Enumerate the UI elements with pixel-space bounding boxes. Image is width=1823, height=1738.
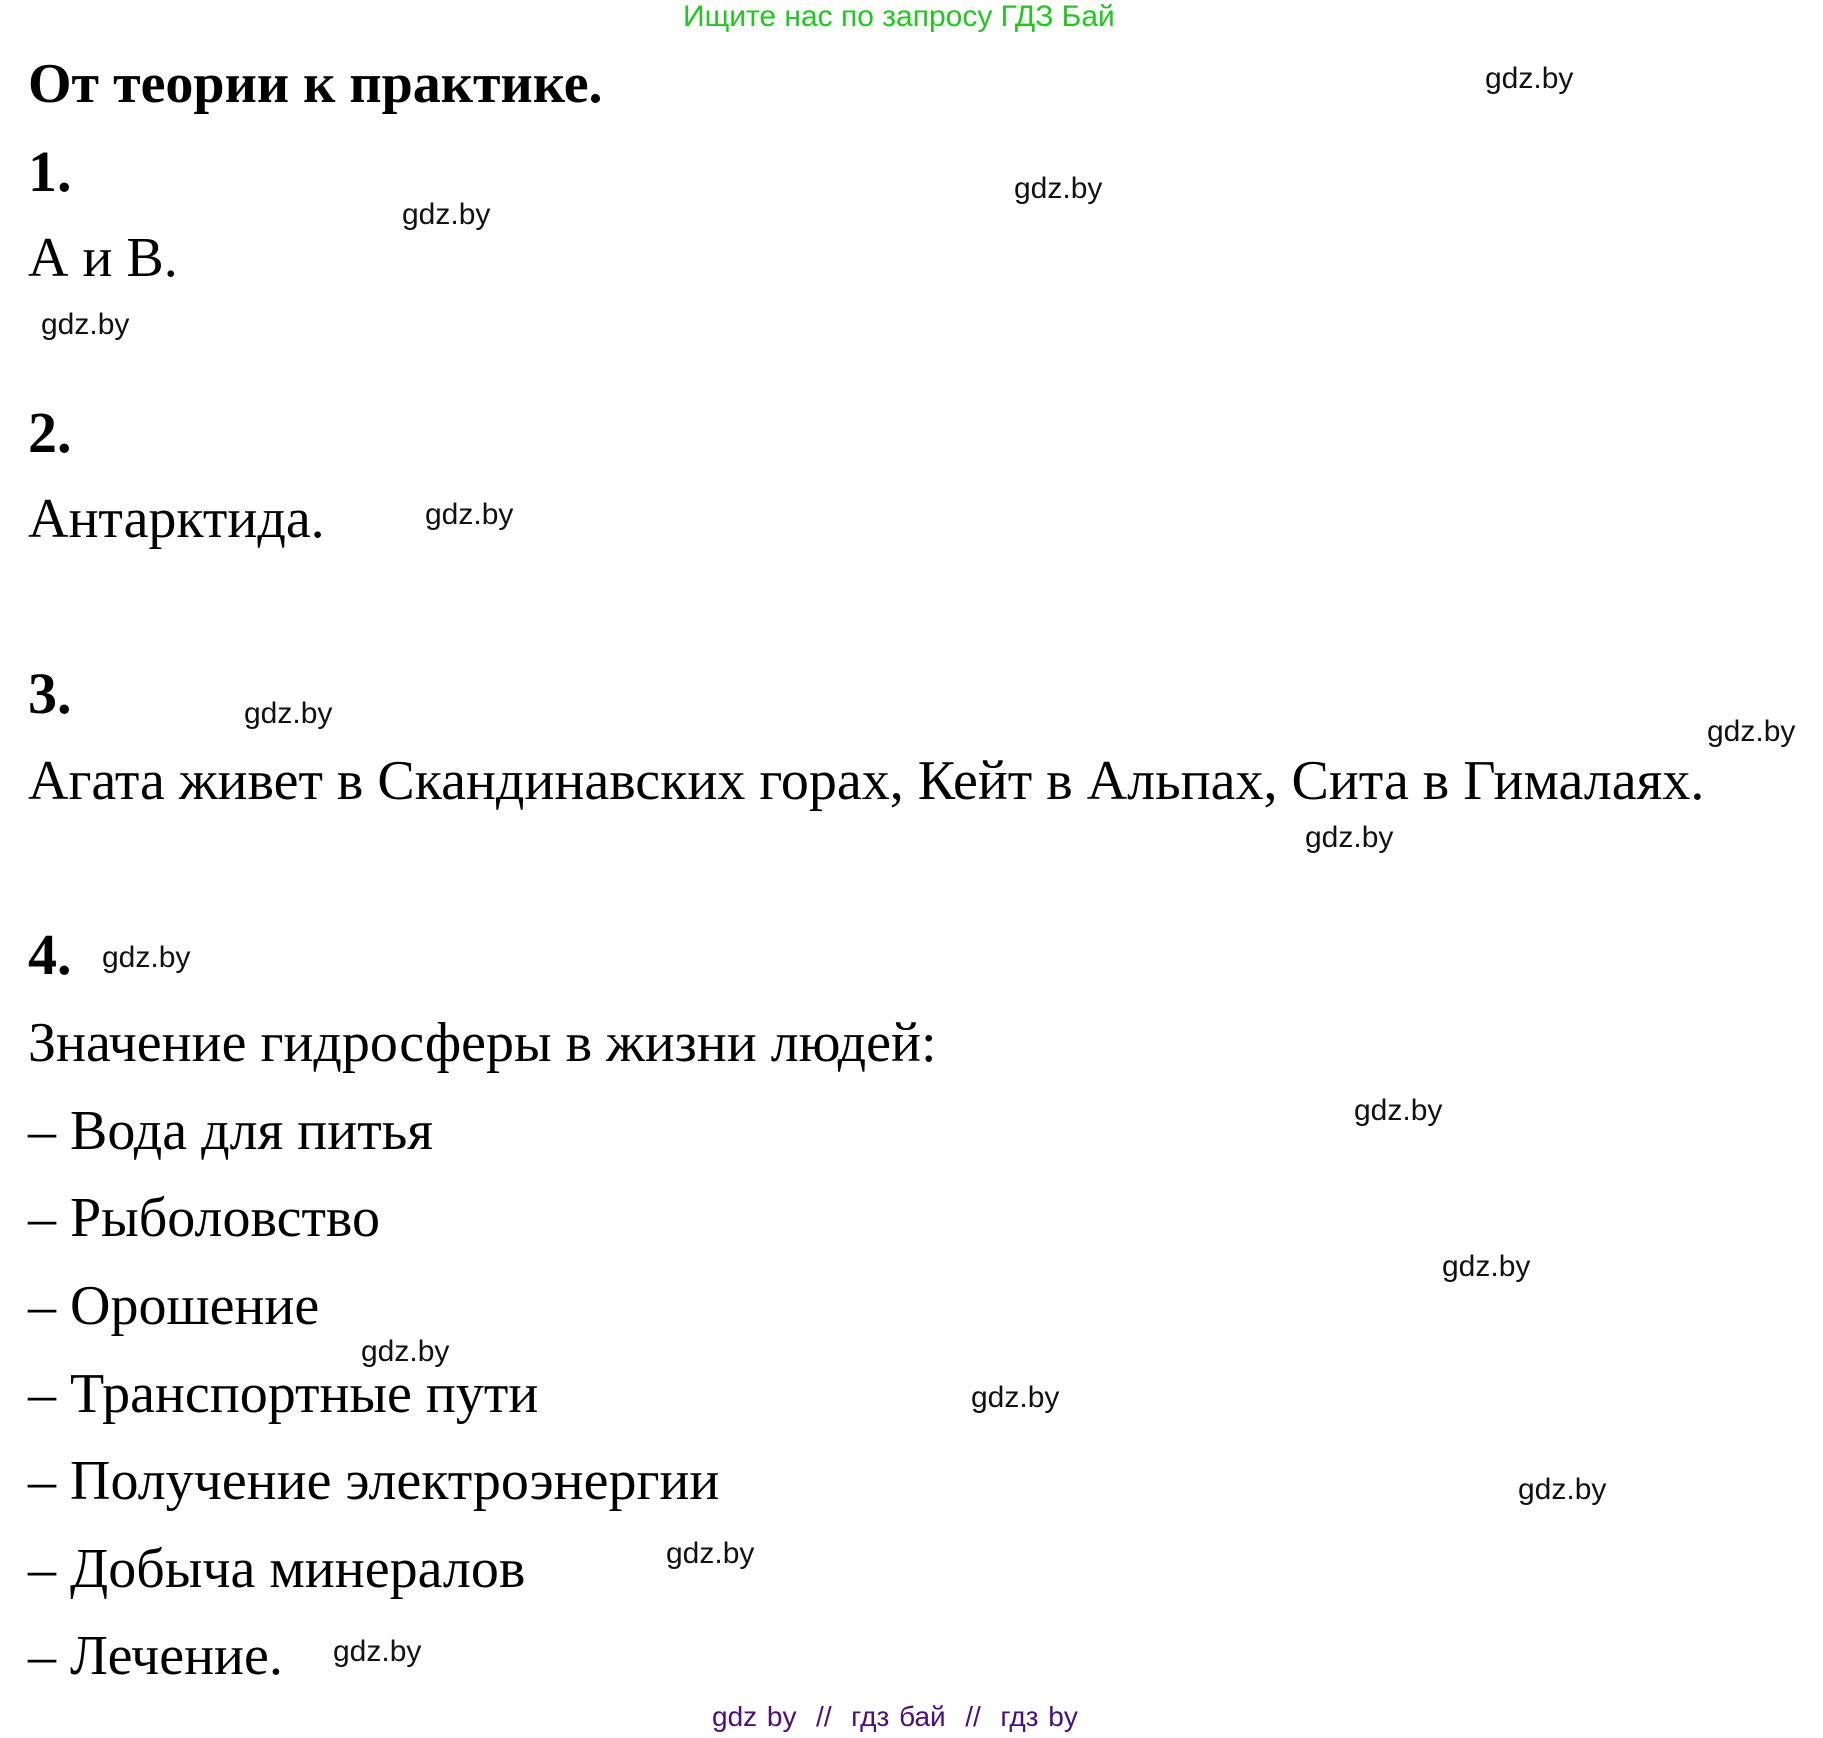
watermark: gdz.by — [361, 1335, 450, 1368]
list-item: – Орошение — [28, 1275, 320, 1337]
task-2-number: 2. — [28, 400, 72, 465]
watermark: gdz.by — [1518, 1473, 1607, 1506]
watermark: gdz.by — [1442, 1250, 1531, 1283]
task-1-answer: А и В. — [28, 227, 178, 289]
task-3-number: 3. — [28, 661, 72, 726]
watermark: gdz.by — [41, 308, 130, 341]
watermark: gdz.by — [666, 1537, 755, 1570]
watermark: gdz.by — [102, 941, 191, 974]
watermark: gdz.by — [244, 697, 333, 730]
list-item: – Транспортные пути — [28, 1363, 539, 1425]
watermark: gdz.by — [1305, 821, 1394, 854]
task-2-answer: Антарктида. — [28, 488, 325, 550]
search-promo-link[interactable]: Ищите нас по запросу ГДЗ Бай — [683, 0, 1115, 33]
footer-site-links[interactable]: gdz by // гдз бай // гдз by — [712, 1701, 1078, 1732]
watermark: gdz.by — [971, 1381, 1060, 1414]
watermark: gdz.by — [1014, 172, 1103, 205]
list-item: – Добыча минералов — [28, 1538, 526, 1600]
list-item: – Вода для питья — [28, 1100, 433, 1162]
watermark: gdz.by — [1354, 1094, 1443, 1127]
watermark: gdz.by — [1707, 715, 1796, 748]
page-title: От теории к практике. — [28, 53, 603, 115]
watermark: gdz.by — [333, 1635, 422, 1668]
task-4-number: 4. — [28, 922, 72, 987]
list-item: – Лечение. — [28, 1625, 283, 1687]
watermark: gdz.by — [1485, 62, 1574, 95]
task-3-answer: Агата живет в Скандинавских горах, Кейт в Альпах, Сита в Гималаях. — [28, 750, 1705, 812]
list-item: – Получение электроэнергии — [28, 1450, 720, 1512]
task-1-number: 1. — [28, 139, 72, 204]
watermark: gdz.by — [402, 198, 491, 231]
watermark: gdz.by — [425, 498, 514, 531]
list-item: – Рыболовство — [28, 1187, 380, 1249]
task-4-intro: Значение гидросферы в жизни людей: — [28, 1012, 937, 1074]
